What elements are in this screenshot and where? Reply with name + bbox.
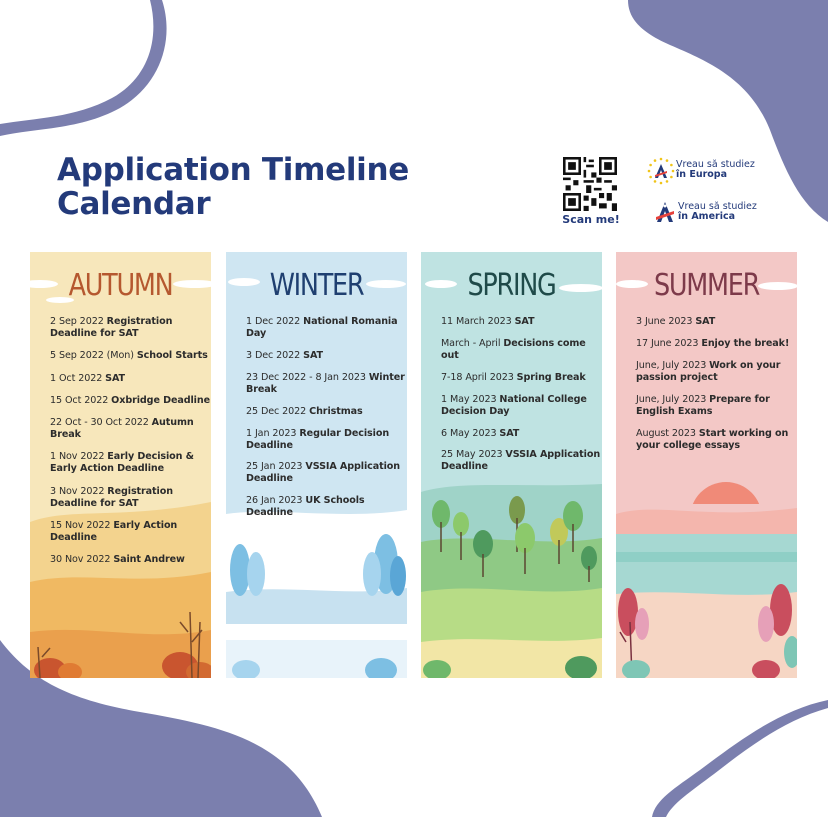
list-item: 22 Oct - 30 Oct 2022 Autumn Break (50, 417, 194, 441)
list-item: 25 Jan 2023 VSSIA Application Deadline (246, 461, 401, 485)
season-card-autumn (30, 252, 211, 678)
list-item: March - April Decisions come out (441, 337, 586, 361)
list-item: 1 May 2023 National College Decision Day (441, 393, 587, 417)
america-logo-icon (654, 200, 676, 224)
brand-logo-europa[interactable] (646, 156, 755, 184)
spring-events-list (441, 316, 601, 483)
brand-america-line2: în America (678, 211, 736, 222)
list-item: 1 Jan 2023 Regular Decision Deadline (246, 427, 390, 451)
list-item: 6 May 2023 SAT (441, 427, 520, 439)
season-card-winter (226, 252, 407, 678)
scan-me-label: Scan me! (562, 213, 620, 226)
list-item: 1 Oct 2022 SAT (50, 372, 126, 384)
background-blob-bottom-right (630, 690, 828, 817)
list-item: 23 Dec 2022 - 8 Jan 2023 Winter Break (246, 371, 405, 395)
season-card-summer (616, 252, 797, 678)
list-item: 7-18 April 2023 Spring Break (441, 371, 586, 383)
list-item: 5 Sep 2022 (Mon) School Starts (50, 350, 208, 362)
season-title-winter: WINTER (269, 268, 364, 303)
summer-events-list (636, 316, 796, 461)
season-card-spring (421, 252, 602, 678)
list-item: 30 Nov 2022 Saint Andrew (50, 554, 185, 566)
list-item: 25 May 2023 VSSIA Application Deadline (441, 449, 601, 473)
brand-america-line1: Vreau să studiez (678, 201, 757, 212)
list-item: June, July 2023 Prepare for English Exams (636, 393, 770, 417)
brand-europa-line1: Vreau să studiez (676, 159, 755, 170)
list-item: 3 June 2023 SAT (636, 316, 716, 327)
list-item: 1 Nov 2022 Early Decision & Early Action Deadline (50, 451, 194, 475)
title-line-2: Calendar (57, 186, 211, 222)
season-title-autumn: AUTUMN (68, 268, 173, 303)
qr-code-icon[interactable] (563, 157, 617, 211)
brand-europa-line2: în Europa (676, 169, 728, 180)
list-item: 3 Nov 2022 Registration Deadline for SAT (50, 485, 173, 509)
background-blob-top-right (610, 0, 828, 230)
background-blob-top-left (0, 0, 180, 140)
list-item: 17 June 2023 Enjoy the break! (636, 337, 790, 349)
list-item: June, July 2023 Work on your passion project (636, 359, 781, 383)
list-item: 26 Jan 2023 UK Schools Deadline (246, 495, 365, 519)
list-item: 25 Dec 2022 Christmas (246, 405, 363, 417)
season-title-summer: SUMMER (653, 268, 760, 303)
page-title (57, 153, 409, 221)
season-title-spring: SPRING (467, 268, 556, 303)
list-item: 11 March 2023 SAT (441, 316, 535, 327)
title-line-1: Application Timeline (57, 152, 409, 188)
list-item: 1 Dec 2022 National Romania Day (246, 316, 398, 339)
winter-events-list (246, 316, 406, 529)
europa-stars-logo-icon (646, 156, 674, 184)
list-item: 15 Nov 2022 Early Action Deadline (50, 520, 178, 544)
brand-logo-america[interactable] (654, 200, 757, 224)
autumn-events-list (50, 316, 210, 577)
list-item: 3 Dec 2022 SAT (246, 349, 323, 361)
list-item: August 2023 Start working on your college essays (636, 427, 789, 451)
list-item: 2 Sep 2022 Registration Deadline for SAT (50, 316, 173, 339)
list-item: 15 Oct 2022 Oxbridge Deadline (50, 394, 211, 406)
